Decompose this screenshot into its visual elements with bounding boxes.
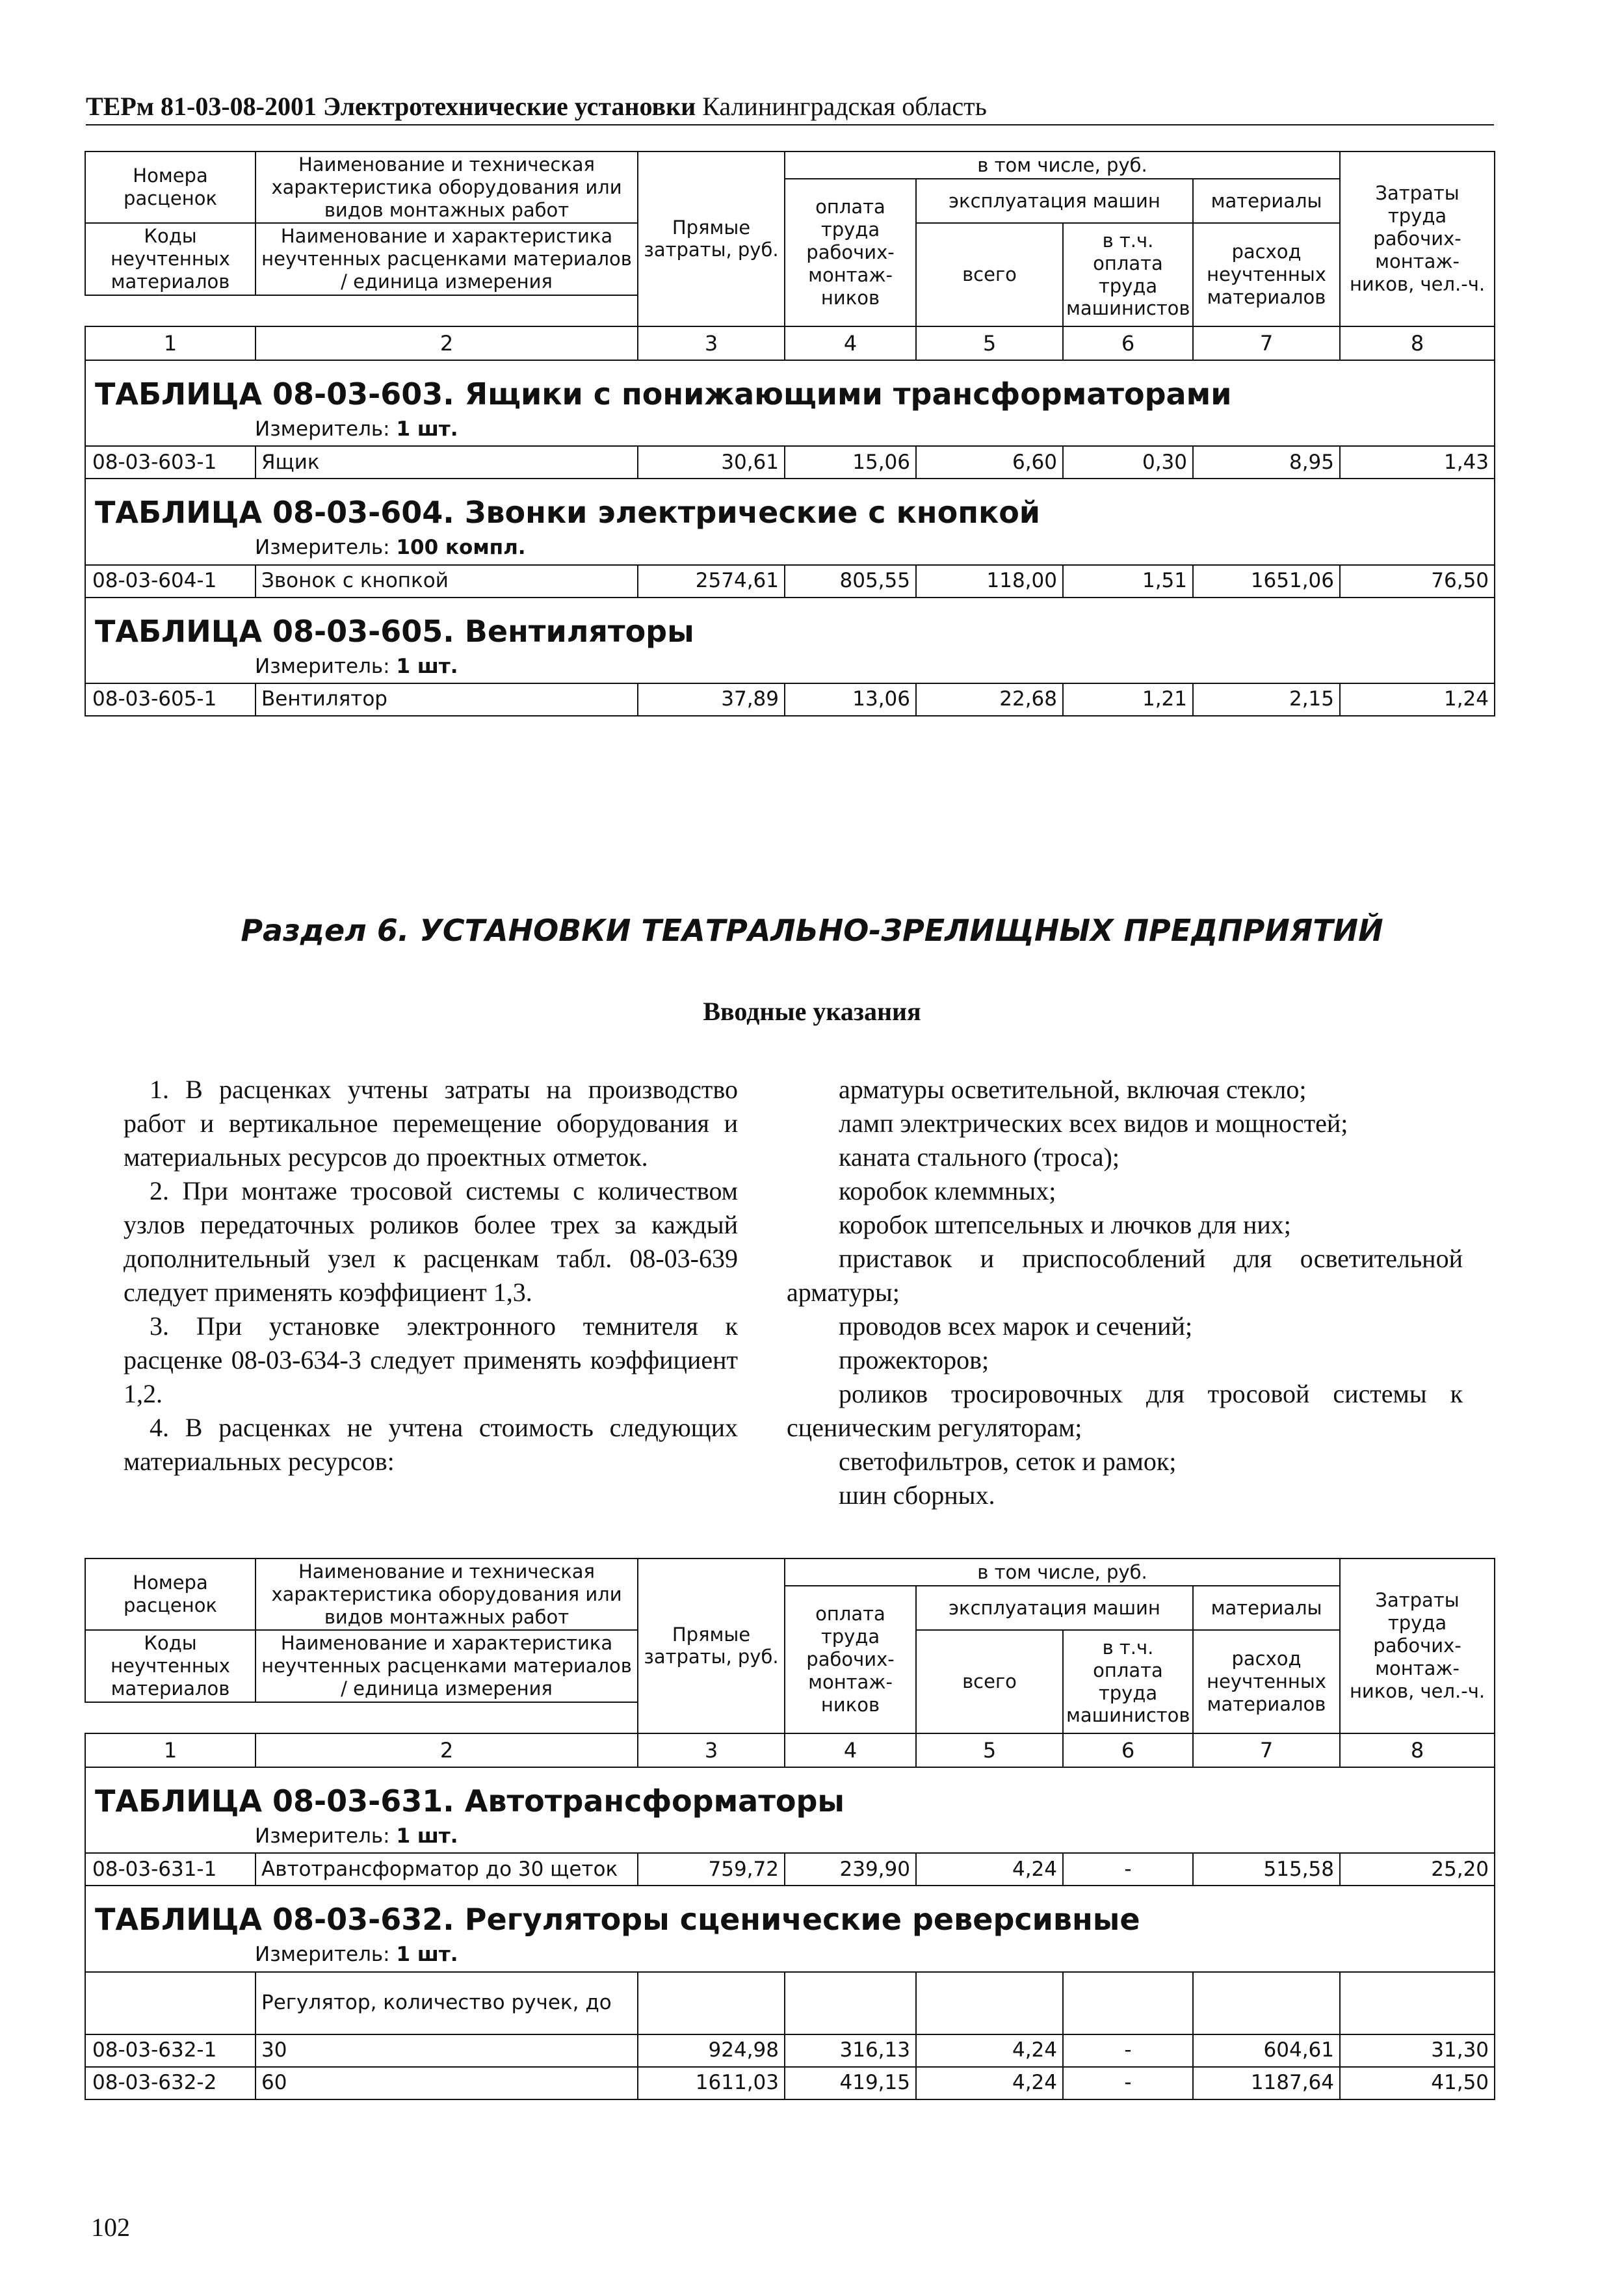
- col-material-use: расход неучтенных материалов: [1193, 223, 1340, 326]
- measure-row: [85, 533, 1495, 564]
- rate-name: 30: [255, 2034, 638, 2067]
- column-number: 2: [255, 326, 638, 360]
- col-rate-number: Номера расценок: [85, 151, 255, 223]
- table-title-row: [85, 360, 1495, 415]
- column-number: 4: [785, 1733, 916, 1767]
- col-machine-ops: эксплуатация машин: [916, 179, 1193, 223]
- table-row: [85, 683, 1495, 716]
- column-number: 2: [255, 1733, 638, 1767]
- intro-paragraph: 4. В расценках не учтена стоимость следующих материальных ресурсов:: [124, 1413, 738, 1476]
- direct-costs: 2574,61: [638, 565, 785, 598]
- worker-pay: 13,06: [785, 683, 916, 716]
- machinist-pay: -: [1063, 2067, 1193, 2099]
- table-title-row: [85, 598, 1495, 652]
- rate-name: 60: [255, 2067, 638, 2099]
- machinist-pay: 1,51: [1063, 565, 1193, 598]
- measure-value: 1 шт.: [396, 1824, 458, 1848]
- rate-code: 08-03-605-1: [85, 683, 255, 716]
- measure-label: Измеритель:: [255, 1824, 390, 1848]
- material-use: 1651,06: [1193, 565, 1340, 598]
- measure-value: 1 шт.: [396, 417, 458, 441]
- measure-value: 1 шт.: [396, 654, 458, 678]
- machine-total: 118,00: [916, 565, 1063, 598]
- table-title: ТАБЛИЦА 08-03-603. Ящики с понижающими трансформаторами: [85, 360, 1495, 415]
- intro-right-column: [787, 1073, 1463, 1512]
- measure-row: [85, 1940, 1495, 1971]
- col-material-codes: Коды неучтенных материалов: [85, 1630, 255, 1702]
- col-including: в том числе, руб.: [785, 151, 1340, 179]
- group-label: Регулятор, количество ручек, до: [255, 1972, 638, 2034]
- labor-hours: 25,20: [1340, 1853, 1495, 1886]
- excluded-material-item: проводов всех марок и сечений;: [839, 1311, 1193, 1341]
- col-including: в том числе, руб.: [785, 1558, 1340, 1586]
- running-header: [86, 91, 1494, 125]
- col-direct-costs: Прямые затраты, руб.: [638, 151, 785, 326]
- column-number: 7: [1193, 1733, 1340, 1767]
- table-title-row: [85, 1886, 1495, 1940]
- column-number: 1: [85, 326, 255, 360]
- column-number: 8: [1340, 326, 1495, 360]
- machine-total: 4,24: [916, 1853, 1063, 1886]
- machine-total: 4,24: [916, 2034, 1063, 2067]
- col-material-use: расход неучтенных материалов: [1193, 1630, 1340, 1733]
- column-number: 4: [785, 326, 916, 360]
- intro-left-column: [124, 1073, 738, 1479]
- worker-pay: 239,90: [785, 1853, 916, 1886]
- direct-costs: 924,98: [638, 2034, 785, 2067]
- machinist-pay: -: [1063, 1853, 1193, 1886]
- excluded-material-item: прожекторов;: [839, 1345, 989, 1374]
- measure-value: 100 компл.: [396, 536, 526, 560]
- rate-code: 08-03-603-1: [85, 446, 255, 479]
- rates-table-top: [85, 151, 1495, 717]
- excluded-material-item: приставок и приспособлений для осветительной арматуры;: [787, 1244, 1463, 1307]
- column-number: 3: [638, 1733, 785, 1767]
- col-rate-number: Номера расценок: [85, 1558, 255, 1630]
- measure: [85, 1822, 1495, 1853]
- rate-code: 08-03-631-1: [85, 1853, 255, 1886]
- column-number: 6: [1063, 1733, 1193, 1767]
- col-materials: материалы: [1193, 1586, 1340, 1630]
- table-row: [85, 1853, 1495, 1886]
- rate-name: Автотрансформатор до 30 щеток: [255, 1853, 638, 1886]
- material-use: 8,95: [1193, 446, 1340, 479]
- worker-pay: 805,55: [785, 565, 916, 598]
- machine-total: 4,24: [916, 2067, 1063, 2099]
- table-row: [85, 2034, 1495, 2067]
- column-numbers-row: [85, 326, 1495, 360]
- group-empty: [1063, 1972, 1193, 2034]
- table-title-row: [85, 1767, 1495, 1822]
- worker-pay: 15,06: [785, 446, 916, 479]
- col-material-codes: Коды неучтенных материалов: [85, 223, 255, 295]
- worker-pay: 419,15: [785, 2067, 916, 2099]
- col-machinist-pay: в т.ч. оплата труда машинистов: [1063, 1630, 1193, 1733]
- rate-code: 08-03-632-1: [85, 2034, 255, 2067]
- column-number: 1: [85, 1733, 255, 1767]
- header-code: ТЕРм 81-03-08-2001: [86, 92, 317, 121]
- column-numbers-row: [85, 1733, 1495, 1767]
- measure-row: [85, 415, 1495, 446]
- direct-costs: 37,89: [638, 683, 785, 716]
- group-row: [85, 1972, 1495, 2034]
- machine-total: 6,60: [916, 446, 1063, 479]
- column-number: 8: [1340, 1733, 1495, 1767]
- col-direct-costs: Прямые затраты, руб.: [638, 1558, 785, 1733]
- measure-label: Измеритель:: [255, 1943, 390, 1967]
- rate-name: Вентилятор: [255, 683, 638, 716]
- col-machine-total: всего: [916, 223, 1063, 326]
- col-labor-hours: Затраты труда рабочих-монтаж-ников, чел.-ч.: [1340, 151, 1495, 326]
- measure: [85, 652, 1495, 683]
- material-use: 2,15: [1193, 683, 1340, 716]
- measure-value: 1 шт.: [396, 1943, 458, 1967]
- rate-name: Ящик: [255, 446, 638, 479]
- col-machine-ops: эксплуатация машин: [916, 1586, 1193, 1630]
- header-region: Калининградская область: [702, 92, 987, 121]
- group-code: [85, 1972, 255, 2034]
- labor-hours: 31,30: [1340, 2034, 1495, 2067]
- col-material-names: Наименование и характеристика неучтенных расценками материалов / единица измерения: [255, 223, 638, 295]
- col-work-name: Наименование и техническая характеристика оборудования или видов монтажных работ: [255, 1558, 638, 1630]
- table-title: ТАБЛИЦА 08-03-605. Вентиляторы: [85, 598, 1495, 652]
- header-row-1: [85, 1558, 1495, 1586]
- table-title-row: [85, 479, 1495, 533]
- excluded-material-item: коробок штепсельных и лючков для них;: [839, 1210, 1291, 1239]
- machinist-pay: -: [1063, 2034, 1193, 2067]
- header-row-1: [85, 151, 1495, 179]
- labor-hours: 1,43: [1340, 446, 1495, 479]
- col-machine-total: всего: [916, 1630, 1063, 1733]
- col-worker-pay: оплата труда рабочих-монтаж-ников: [785, 179, 916, 326]
- group-empty: [638, 1972, 785, 2034]
- rate-name: Звонок с кнопкой: [255, 565, 638, 598]
- rate-code: 08-03-632-2: [85, 2067, 255, 2099]
- header-title: Электротехнические установки: [323, 92, 696, 121]
- labor-hours: 1,24: [1340, 683, 1495, 716]
- col-material-names: Наименование и характеристика неучтенных расценками материалов / единица измерения: [255, 1630, 638, 1702]
- excluded-material-item: коробок клеммных;: [839, 1176, 1056, 1205]
- machinist-pay: 0,30: [1063, 446, 1193, 479]
- col-work-name: Наименование и техническая характеристика оборудования или видов монтажных работ: [255, 151, 638, 223]
- col-machinist-pay: в т.ч. оплата труда машинистов: [1063, 223, 1193, 326]
- intro-title: Вводные указания: [703, 997, 921, 1026]
- column-number: 6: [1063, 326, 1193, 360]
- machine-total: 22,68: [916, 683, 1063, 716]
- table-row: [85, 2067, 1495, 2099]
- measure-row: [85, 1822, 1495, 1853]
- excluded-material-item: роликов тросировочных для тросовой системы к сценическим регуляторам;: [787, 1379, 1463, 1442]
- intro-paragraph: 2. При монтаже тросовой системы с количеством узлов передаточных роликов более трех за каждый дополнительный узел к расценкам табл. 08-03-639 следует применять коэффициент 1,3.: [124, 1176, 738, 1307]
- direct-costs: 759,72: [638, 1853, 785, 1886]
- table-title: ТАБЛИЦА 08-03-631. Автотрансформаторы: [85, 1767, 1495, 1822]
- measure: [85, 415, 1495, 446]
- measure-label: Измеритель:: [255, 654, 390, 678]
- rates-table-bottom: [85, 1558, 1495, 2100]
- col-labor-hours: Затраты труда рабочих-монтаж-ников, чел.-ч.: [1340, 1558, 1495, 1733]
- column-number: 7: [1193, 326, 1340, 360]
- col-worker-pay: оплата труда рабочих-монтаж-ников: [785, 1586, 916, 1733]
- excluded-material-item: ламп электрических всех видов и мощностей;: [839, 1109, 1348, 1138]
- intro-paragraph: 3. При установке электронного темнителя к расценке 08-03-634-3 следует применять коэффициент 1,2.: [124, 1311, 738, 1408]
- group-empty: [916, 1972, 1063, 2034]
- measure-label: Измеритель:: [255, 417, 390, 441]
- measure: [85, 1940, 1495, 1971]
- excluded-material-item: арматуры осветительной, включая стекло;: [839, 1075, 1307, 1104]
- measure-label: Измеритель:: [255, 536, 390, 560]
- measure: [85, 533, 1495, 564]
- table-title: ТАБЛИЦА 08-03-604. Звонки электрические с кнопкой: [85, 479, 1495, 533]
- machinist-pay: 1,21: [1063, 683, 1193, 716]
- excluded-material-item: шин сборных.: [839, 1480, 995, 1510]
- column-number: 5: [916, 1733, 1063, 1767]
- rate-code: 08-03-604-1: [85, 565, 255, 598]
- material-use: 515,58: [1193, 1853, 1340, 1886]
- direct-costs: 1611,03: [638, 2067, 785, 2099]
- group-empty: [1340, 1972, 1495, 2034]
- direct-costs: 30,61: [638, 446, 785, 479]
- table-row: [85, 446, 1495, 479]
- col-materials: материалы: [1193, 179, 1340, 223]
- labor-hours: 76,50: [1340, 565, 1495, 598]
- excluded-material-item: светофильтров, сеток и рамок;: [839, 1447, 1177, 1476]
- page-number: 102: [91, 2213, 130, 2242]
- material-use: 1187,64: [1193, 2067, 1340, 2099]
- column-number: 3: [638, 326, 785, 360]
- intro-paragraph: 1. В расценках учтены затраты на производство работ и вертикальное перемещение оборудования и материальных ресурсов до проектных отметок.: [124, 1075, 738, 1172]
- material-use: 604,61: [1193, 2034, 1340, 2067]
- worker-pay: 316,13: [785, 2034, 916, 2067]
- column-number: 5: [916, 326, 1063, 360]
- group-empty: [1193, 1972, 1340, 2034]
- excluded-material-item: каната стального (троса);: [839, 1142, 1120, 1172]
- measure-row: [85, 652, 1495, 683]
- section-title: Раздел 6. УСТАНОВКИ ТЕАТРАЛЬНО-ЗРЕЛИЩНЫХ ПРЕДПРИЯТИЙ: [241, 913, 1383, 948]
- table-title: ТАБЛИЦА 08-03-632. Регуляторы сценические реверсивные: [85, 1886, 1495, 1940]
- table-row: [85, 565, 1495, 598]
- labor-hours: 41,50: [1340, 2067, 1495, 2099]
- group-empty: [785, 1972, 916, 2034]
